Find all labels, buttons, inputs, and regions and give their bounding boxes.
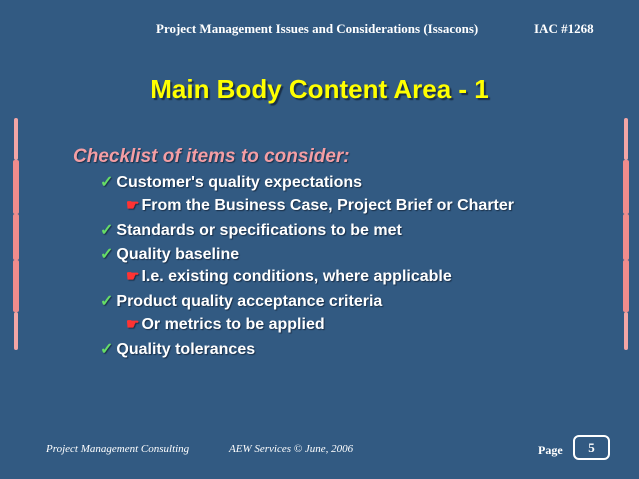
check-icon: ✓ <box>100 174 114 191</box>
check-icon: ✓ <box>100 222 114 239</box>
footer-company: Project Management Consulting <box>46 443 190 455</box>
left-accent-bar-mid <box>13 214 19 260</box>
checklist-item <box>100 291 382 311</box>
checklist-subitem <box>126 267 452 286</box>
header-code: IAC #1268 <box>534 21 594 36</box>
check-icon: ✓ <box>100 341 114 358</box>
right-accent-bar-mid <box>623 214 629 260</box>
right-accent-bar-upper <box>623 160 629 214</box>
checklist-item-text: Quality tolerances <box>116 341 256 358</box>
check-icon: ✓ <box>100 246 114 263</box>
pointing-hand-icon: ☛ <box>126 197 140 214</box>
pointing-hand-icon: ☛ <box>126 316 140 333</box>
right-accent-bar-lower <box>623 260 629 312</box>
checklist-subitem <box>126 196 514 215</box>
checklist-item <box>100 220 402 240</box>
page-label: Page <box>538 443 563 457</box>
checklist-item <box>100 339 255 359</box>
pointing-hand-icon: ☛ <box>126 268 140 285</box>
checklist-subitem-text: Or metrics to be applied <box>141 316 325 333</box>
checklist-item <box>100 244 239 264</box>
header-title: Project Management Issues and Considerations (Issacons) <box>156 21 479 36</box>
right-accent-bar-bottom <box>624 312 628 350</box>
footer-copyright: AEW Services © June, 2006 <box>229 443 354 455</box>
slide-title: Main Body Content Area - 1 <box>150 74 489 104</box>
checklist-item-text: Quality baseline <box>116 246 240 263</box>
checklist-item-text: Customer's quality expectations <box>116 174 363 191</box>
right-accent-bar-top <box>624 118 628 160</box>
checklist-item <box>100 172 362 192</box>
checklist-subitem <box>126 315 325 334</box>
checklist-item-text: Product quality acceptance criteria <box>116 293 383 310</box>
left-accent-bar-lower <box>13 260 19 312</box>
checklist-heading: Checklist of items to consider: <box>73 146 350 167</box>
checklist-subitem-text: I.e. existing conditions, where applicable <box>141 268 452 285</box>
left-accent-bar-upper <box>13 160 19 214</box>
left-accent-bar-top <box>14 118 18 160</box>
checklist-item-text: Standards or specifications to be met <box>116 222 402 239</box>
page-number: 5 <box>573 435 610 460</box>
checklist-subitem-text: From the Business Case, Project Brief or Charter <box>141 197 515 214</box>
check-icon: ✓ <box>100 293 114 310</box>
left-accent-bar-bottom <box>14 312 18 350</box>
